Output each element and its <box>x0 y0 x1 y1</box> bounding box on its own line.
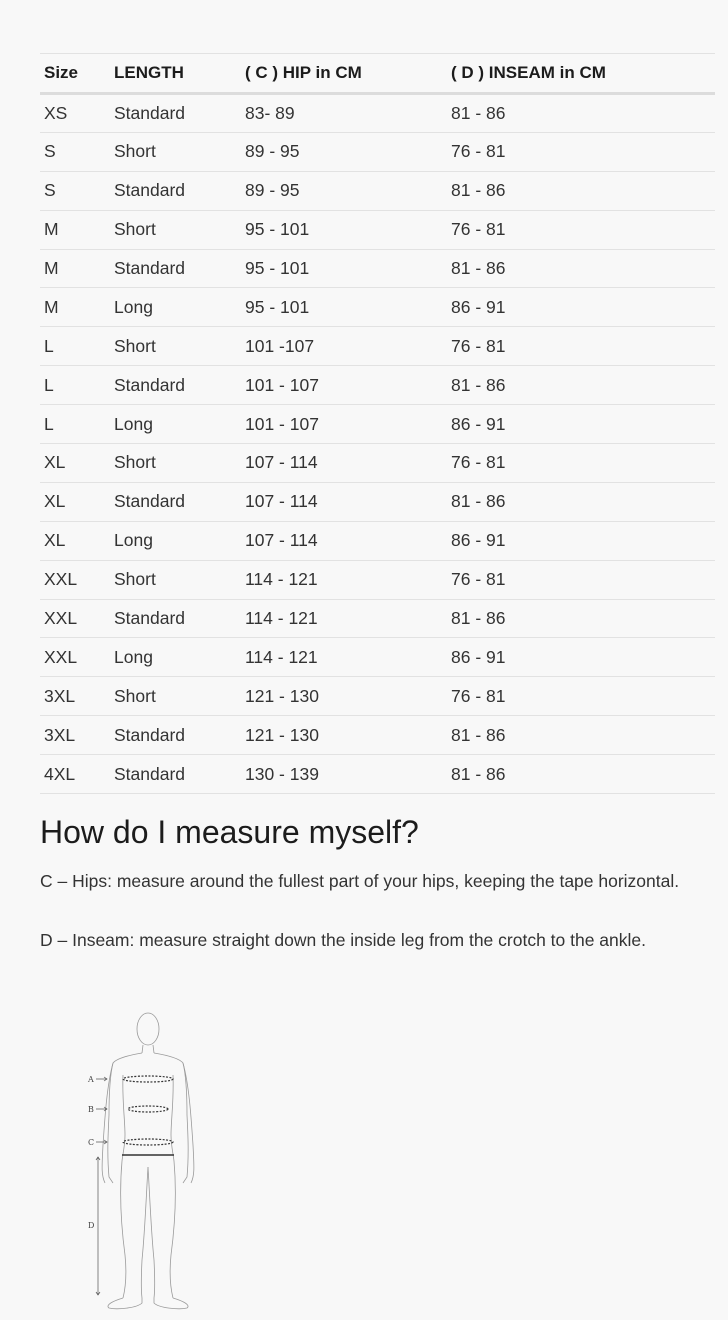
size-table <box>40 53 715 794</box>
label-b: B <box>88 1105 94 1114</box>
cell-hip: 107 - 114 <box>241 521 447 560</box>
cell-length: Short <box>110 210 241 249</box>
table-row <box>40 132 715 171</box>
table-row <box>40 599 715 638</box>
cell-inseam: 86 - 91 <box>447 288 715 327</box>
cell-length: Short <box>110 560 241 599</box>
cell-hip: 95 - 101 <box>241 288 447 327</box>
inseam-instruction: D – Inseam: measure straight down the inside leg from the crotch to the ankle. <box>40 930 647 950</box>
cell-hip: 121 - 130 <box>241 677 447 716</box>
cell-size: 4XL <box>40 755 110 794</box>
cell-hip: 83- 89 <box>241 94 447 133</box>
cell-size: M <box>40 288 110 327</box>
cell-inseam: 76 - 81 <box>447 132 715 171</box>
table-row <box>40 288 715 327</box>
cell-hip: 114 - 121 <box>241 560 447 599</box>
cell-size: XXL <box>40 560 110 599</box>
cell-size: S <box>40 132 110 171</box>
cell-hip: 114 - 121 <box>241 599 447 638</box>
cell-hip: 107 - 114 <box>241 444 447 483</box>
table-row <box>40 755 715 794</box>
cell-inseam: 76 - 81 <box>447 560 715 599</box>
table-row <box>40 638 715 677</box>
cell-size: XL <box>40 482 110 521</box>
table-row <box>40 249 715 288</box>
table-row <box>40 327 715 366</box>
table-body <box>40 94 715 794</box>
cell-inseam: 81 - 86 <box>447 94 715 133</box>
cell-hip: 114 - 121 <box>241 638 447 677</box>
table-row <box>40 405 715 444</box>
cell-hip: 89 - 95 <box>241 132 447 171</box>
header-inseam: ( D ) INSEAM in CM <box>447 54 715 94</box>
cell-length: Standard <box>110 599 241 638</box>
label-c: C <box>88 1138 95 1147</box>
table-row <box>40 560 715 599</box>
cell-inseam: 86 - 91 <box>447 521 715 560</box>
label-a: A <box>88 1075 94 1084</box>
cell-size: XL <box>40 521 110 560</box>
cell-inseam: 86 - 91 <box>447 638 715 677</box>
body-figure-illustration <box>85 1005 200 1310</box>
table-row <box>40 677 715 716</box>
cell-length: Long <box>110 405 241 444</box>
cell-inseam: 81 - 86 <box>447 482 715 521</box>
cell-inseam: 76 - 81 <box>447 677 715 716</box>
table-row <box>40 444 715 483</box>
cell-inseam: 81 - 86 <box>447 755 715 794</box>
cell-size: 3XL <box>40 677 110 716</box>
header-length: LENGTH <box>110 54 241 94</box>
cell-hip: 101 - 107 <box>241 405 447 444</box>
cell-size: XL <box>40 444 110 483</box>
cell-hip: 101 -107 <box>241 327 447 366</box>
header-hip: ( C ) HIP in CM <box>241 54 447 94</box>
cell-length: Long <box>110 521 241 560</box>
cell-hip: 89 - 95 <box>241 171 447 210</box>
cell-size: L <box>40 405 110 444</box>
cell-hip: 101 - 107 <box>241 366 447 405</box>
table-row <box>40 521 715 560</box>
cell-size: S <box>40 171 110 210</box>
table-row <box>40 210 715 249</box>
cell-inseam: 76 - 81 <box>447 444 715 483</box>
cell-length: Short <box>110 677 241 716</box>
cell-length: Long <box>110 288 241 327</box>
cell-hip: 107 - 114 <box>241 482 447 521</box>
cell-length: Short <box>110 132 241 171</box>
hips-instruction: C – Hips: measure around the fullest part of your hips, keeping the tape horizontal. <box>40 871 680 891</box>
cell-length: Short <box>110 327 241 366</box>
cell-length: Standard <box>110 171 241 210</box>
cell-inseam: 86 - 91 <box>447 405 715 444</box>
cell-size: M <box>40 210 110 249</box>
cell-hip: 121 - 130 <box>241 716 447 755</box>
table-row <box>40 94 715 133</box>
cell-inseam: 76 - 81 <box>447 327 715 366</box>
table-row <box>40 171 715 210</box>
cell-inseam: 81 - 86 <box>447 171 715 210</box>
cell-size: XXL <box>40 599 110 638</box>
cell-inseam: 81 - 86 <box>447 249 715 288</box>
table-header-row <box>40 54 715 94</box>
body-measurement-figure <box>85 1005 200 1310</box>
cell-length: Short <box>110 444 241 483</box>
cell-length: Long <box>110 638 241 677</box>
cell-inseam: 81 - 86 <box>447 599 715 638</box>
table-row <box>40 366 715 405</box>
cell-size: XXL <box>40 638 110 677</box>
cell-length: Standard <box>110 716 241 755</box>
cell-hip: 95 - 101 <box>241 210 447 249</box>
table-row <box>40 482 715 521</box>
table-row <box>40 716 715 755</box>
cell-length: Standard <box>110 482 241 521</box>
cell-length: Standard <box>110 249 241 288</box>
cell-hip: 130 - 139 <box>241 755 447 794</box>
cell-inseam: 81 - 86 <box>447 366 715 405</box>
cell-length: Standard <box>110 94 241 133</box>
cell-inseam: 76 - 81 <box>447 210 715 249</box>
cell-hip: 95 - 101 <box>241 249 447 288</box>
cell-size: M <box>40 249 110 288</box>
label-d: D <box>88 1221 95 1230</box>
measure-heading: How do I measure myself? <box>40 814 419 850</box>
cell-length: Standard <box>110 755 241 794</box>
cell-size: L <box>40 327 110 366</box>
cell-length: Standard <box>110 366 241 405</box>
cell-size: XS <box>40 94 110 133</box>
cell-size: 3XL <box>40 716 110 755</box>
cell-inseam: 81 - 86 <box>447 716 715 755</box>
cell-size: L <box>40 366 110 405</box>
header-size: Size <box>40 54 110 94</box>
